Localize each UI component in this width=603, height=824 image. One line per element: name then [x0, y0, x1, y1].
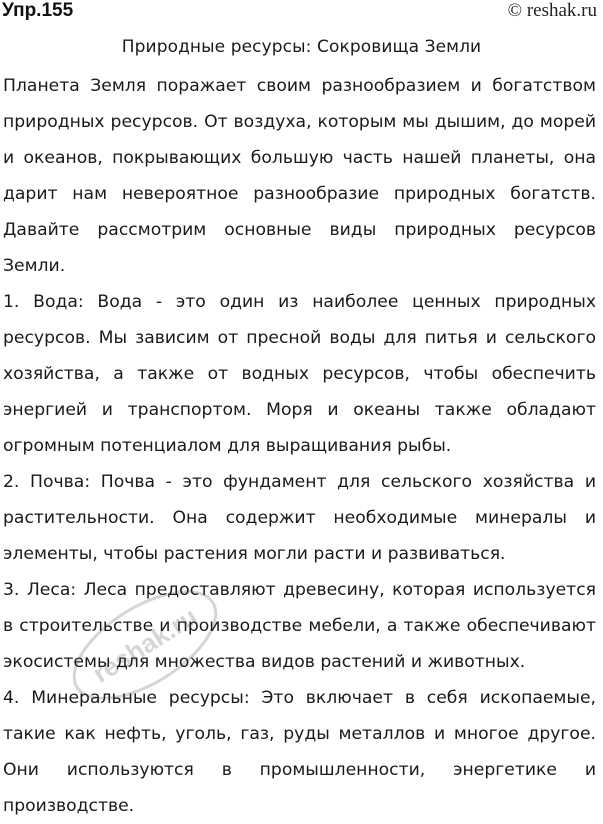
paragraph-intro: Планета Земля поражает своим разнообразием и богатством природных ресурсов. От воздуха, которым мы дышим, до морей и океанов, покрывающих большую часть нашей планеты, она дарит нам невероятное разнообразие природных богатств. Давайте рассмотрим основные виды природных ресурсов Земли.	[3, 76, 596, 276]
header	[0, 0, 603, 26]
paragraph-soil: 2. Почва: Почва - это фундамент для сельского хозяйства и растительности. Она содержит необходимые минералы и элементы, чтобы растения могли расти и развиваться.	[3, 472, 596, 564]
document-title: Природные ресурсы: Сокровища Земли	[121, 37, 482, 57]
exercise-label: Упр.155	[2, 0, 74, 21]
watermark-text: reshak.ru	[87, 601, 203, 689]
paragraph-forests: 3. Леса: Леса предоставляют древесину, которая используется в строительстве и производстве мебели, а также обеспечивают экосистемы для множества видов растений и животных.	[3, 580, 596, 672]
site-copyright: © reshak.ru	[507, 0, 597, 21]
document-body	[3, 68, 596, 824]
paragraph-water: 1. Вода: Вода - это один из наиболее ценных природных ресурсов. Мы зависим от пресной воды для питья и сельского хозяйства, а также от водных ресурсов, чтобы обеспечить энергией и транспортом. Моря и океаны также обладают огромным потенциалом для выращивания рыбы.	[3, 292, 596, 456]
paragraph-minerals: 4. Минеральные ресурсы: Это включает в себя ископаемые, такие как нефть, уголь, газ, руды металлов и многое другое. Они используются в промышленности, энергетике и производстве.	[3, 688, 596, 816]
